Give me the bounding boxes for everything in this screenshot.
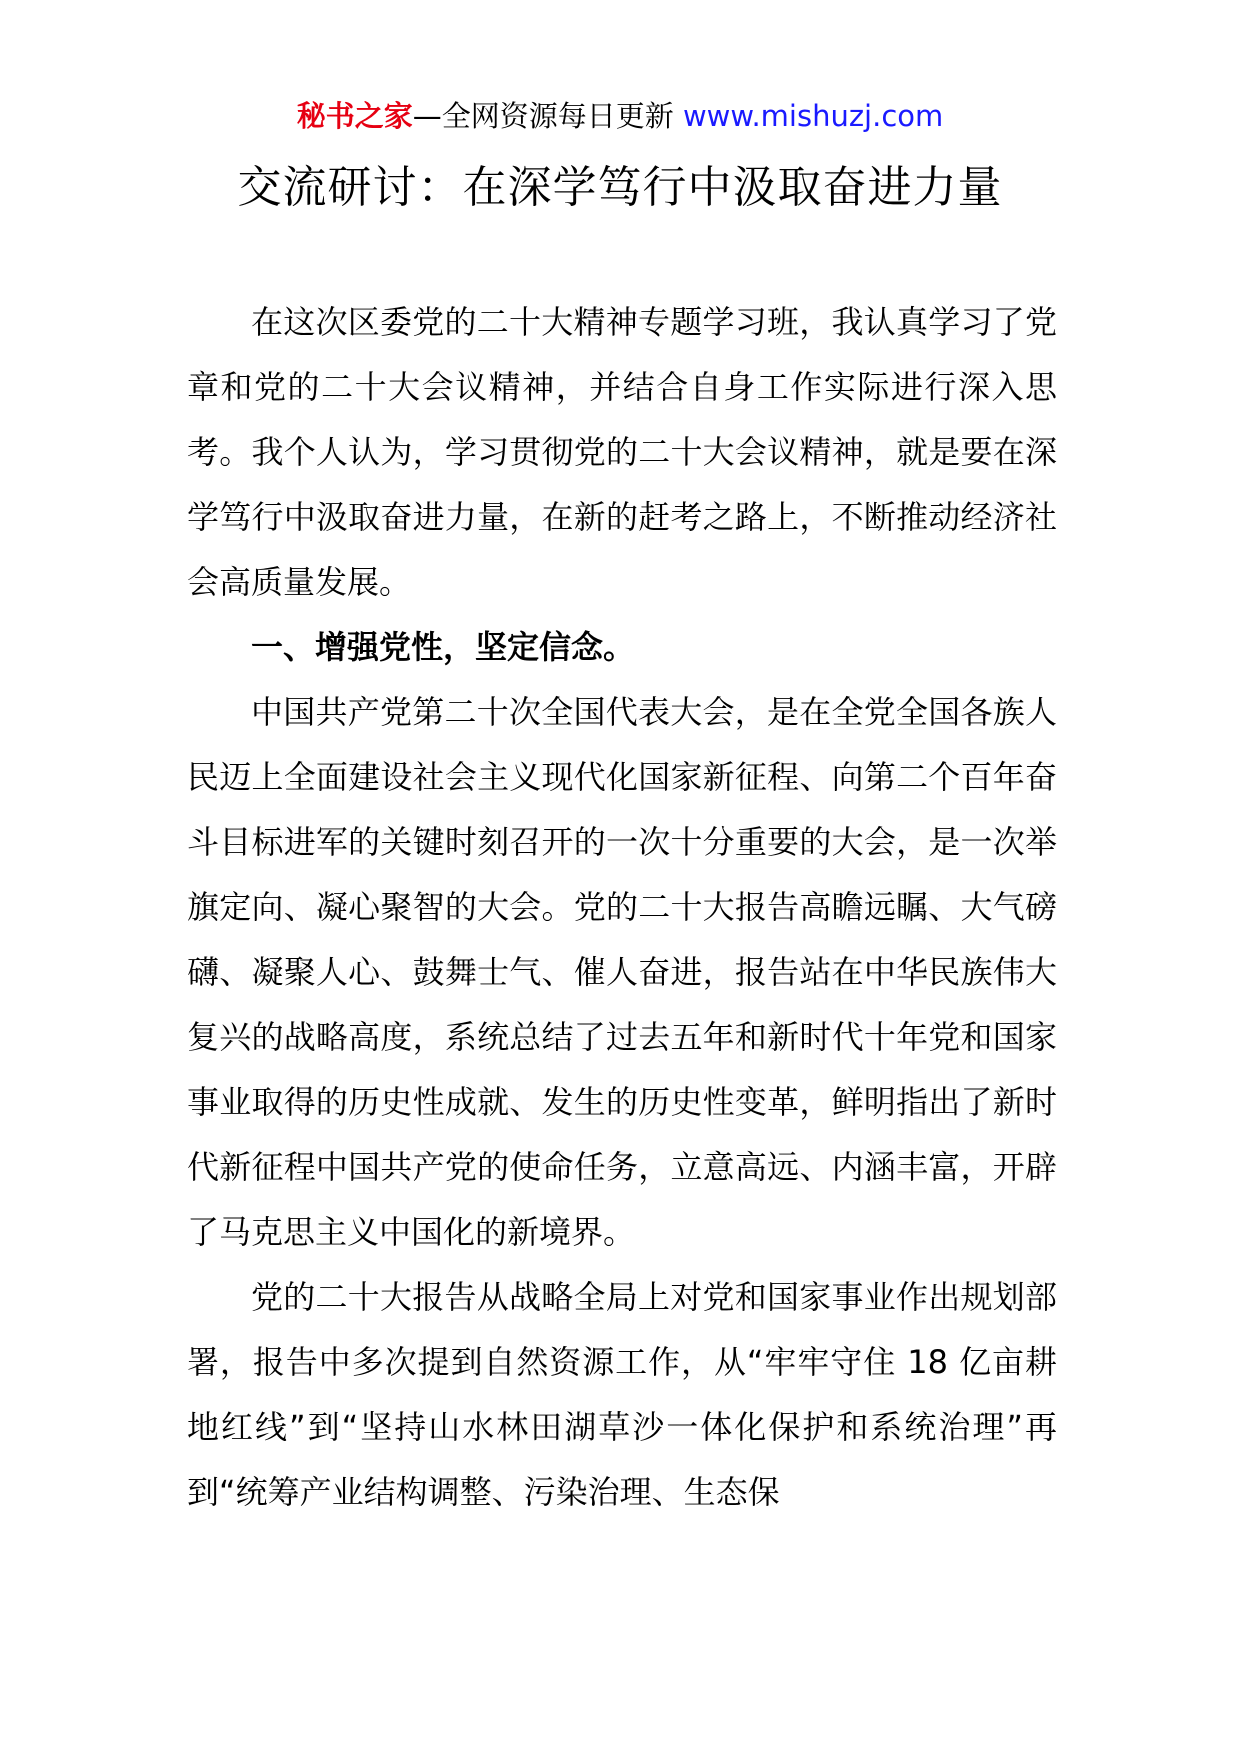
paragraph-report: 党的二十大报告从战略全局上对党和国家事业作出规划部署，报告中多次提到自然资源工作，从“牢牢守住 18 亿亩耕地红线”到“坚持山水林田湖草沙一体化保护和系统治理”再到“统筹产业结构调整、污染治理、生态保 xyxy=(187,1278,1057,1511)
document-body xyxy=(187,290,1057,1525)
site-url-link[interactable]: www.mishuzj.com xyxy=(682,99,944,133)
document-title: 交流研讨：在深学笃行中汲取奋进力量 xyxy=(237,162,1003,213)
paragraph-congress: 中国共产党第二十次全国代表大会，是在全党全国各族人民迈上全面建设社会主义现代化国家新征程、向第二个百年奋斗目标进军的关键时刻召开的一次十分重要的大会，是一次举旗定向、凝心聚智的大会。党的二十大报告高瞻远瞩、大气磅礴、凝聚人心、鼓舞士气、催人奋进，报告站在中华民族伟大复兴的战略高度，系统总结了过去五年和新时代十年党和国家事业取得的历史性成就、发生的历史性变革，鲜明指出了新时代新征程中国共产党的使命任务，立意高远、内涵丰富，开辟了马克思主义中国化的新境界。 xyxy=(187,693,1057,1251)
section-heading-1: 一、增强党性，坚定信念。 xyxy=(251,628,636,666)
paragraph-intro: 在这次区委党的二十大精神专题学习班，我认真学习了党章和党的二十大会议精神，并结合自身工作实际进行深入思考。我个人认为，学习贯彻党的二十大会议精神，就是要在深学笃行中汲取奋进力量，在新的赶考之路上，不断推动经济社会高质量发展。 xyxy=(187,303,1057,601)
banner-tagline: —全网资源每日更新 xyxy=(412,99,683,133)
site-banner xyxy=(0,96,1240,136)
brand-name: 秘书之家 xyxy=(296,99,413,133)
